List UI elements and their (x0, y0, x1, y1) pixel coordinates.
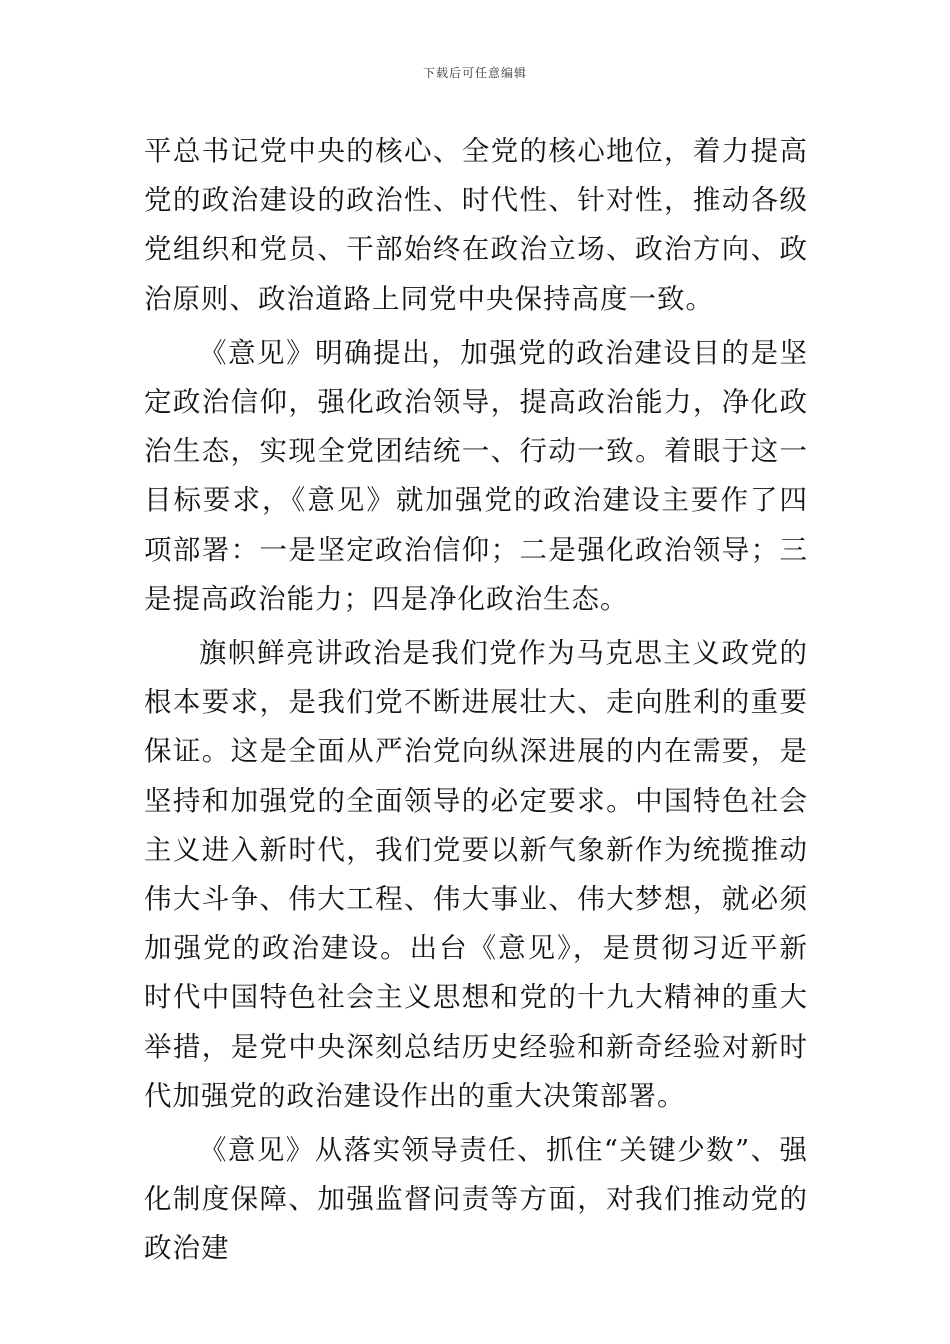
paragraph-4: 《意见》从落实领导责任、抓住“关键少数”、强化制度保障、加强监督问责等方面，对我们推动党的政治建 (144, 1134, 808, 1265)
paragraph-3: 旗帜鲜亮讲政治是我们党作为马克思主义政党的根本要求，是我们党不断进展壮大、走向胜利的重要保证。这是全面从严治党向纵深进展的内在需要，是坚持和加强党的全面领导的必定要求。中国特色社会主义进入新时代，我们党要以新气象新作为统揽推动伟大斗争、伟大工程、伟大事业、伟大梦想，就必须加强党的政治建设。出台《意见》，是贯彻习近平新时代中国特色社会主义思想和党的十九大精神的重大举措，是党中央深刻总结历史经验和新奇经验对新时代加强党的政治建设作出的重大决策部署。 (144, 637, 808, 1112)
paragraph-2: 《意见》明确提出，加强党的政治建设目的是坚定政治信仰，强化政治领导，提高政治能力，净化政治生态，实现全党团结统一、行动一致。着眼于这一目标要求，《意见》就加强党的政治建设主要作了四项部署：一是坚定政治信仰；二是强化政治领导；三是提高政治能力；四是净化政治生态。 (144, 336, 808, 615)
paragraph-1: 平总书记党中央的核心、全党的核心地位，着力提高党的政治建设的政治性、时代性、针对性，推动各级党组织和党员、干部始终在政治立场、政治方向、政治原则、政治道路上同党中央保持高度一致。 (144, 135, 808, 315)
page-header: 下载后可任意编辑 (422, 66, 527, 80)
document-body (144, 127, 808, 1279)
